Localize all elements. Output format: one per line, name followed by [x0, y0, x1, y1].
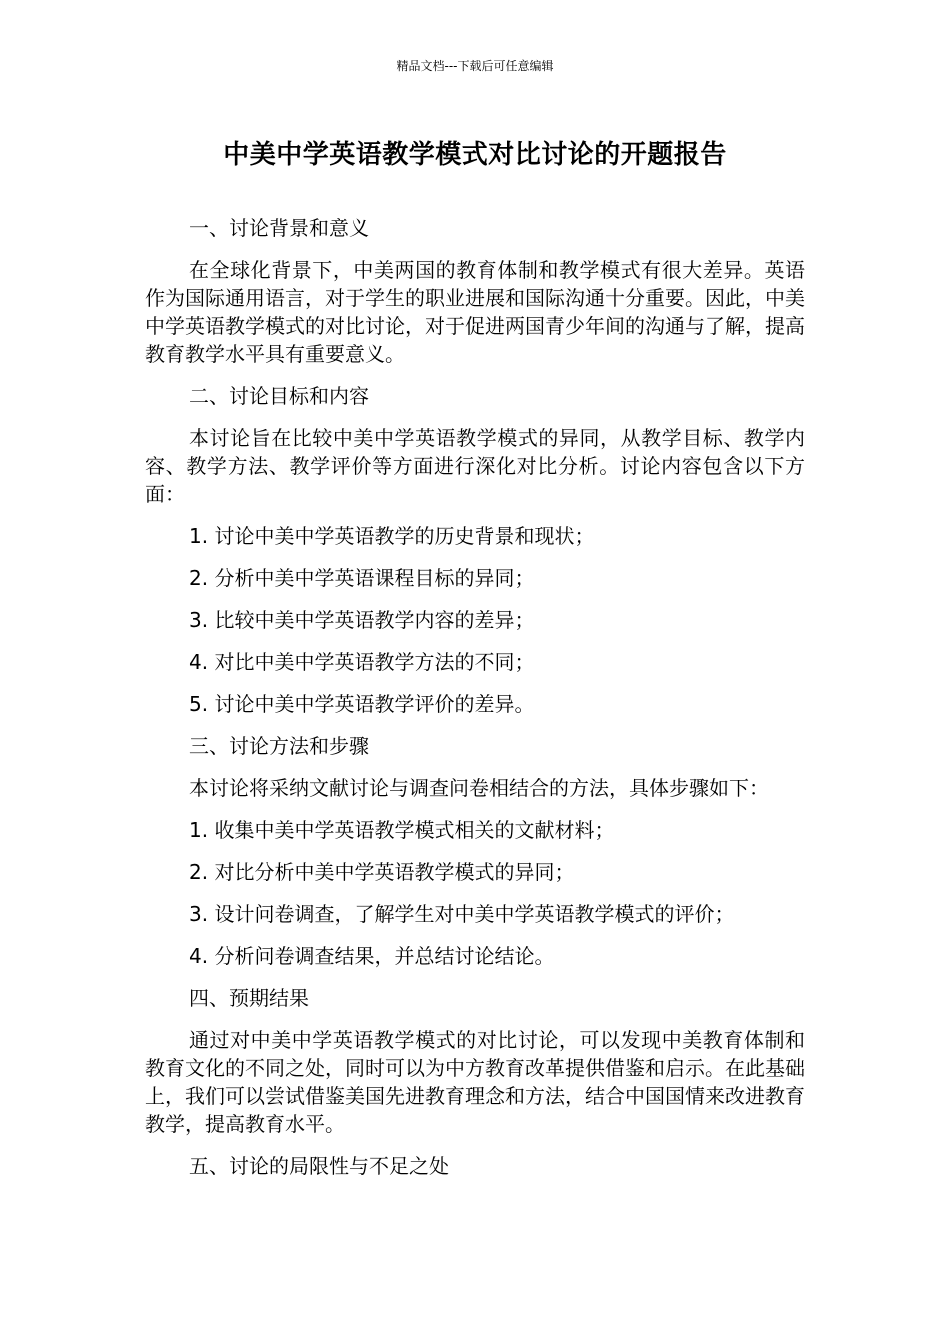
- section-heading-methods: 三、讨论方法和步骤: [189, 734, 369, 758]
- section-heading-results: 四、预期结果: [189, 986, 309, 1010]
- list-item: 5. 讨论中美中学英语教学评价的差异。: [189, 692, 535, 716]
- paragraph-methods: 本讨论将采纳文献讨论与调查问卷相结合的方法，具体步骤如下：: [189, 776, 769, 800]
- document-body: [145, 214, 805, 1194]
- list-item: 3. 设计问卷调查，了解学生对中美中学英语教学模式的评价；: [189, 902, 735, 926]
- section-heading-goals: 二、讨论目标和内容: [189, 384, 369, 408]
- section-heading-background: 一、讨论背景和意义: [189, 216, 369, 240]
- list-item: 3. 比较中美中学英语教学内容的差异；: [189, 608, 535, 632]
- list-item: 4. 对比中美中学英语教学方法的不同；: [189, 650, 535, 674]
- paragraph-background: 在全球化背景下，中美两国的教育体制和教学模式有很大差异。英语作为国际通用语言，对于学生的职业进展和国际沟通十分重要。因此，中美中学英语教学模式的对比讨论，对于促进两国青少年间的沟通与了解，提高教育教学水平具有重要意义。: [145, 258, 805, 366]
- list-item: 1. 讨论中美中学英语教学的历史背景和现状；: [189, 524, 595, 548]
- list-item: 1. 收集中美中学英语教学模式相关的文献材料；: [189, 818, 615, 842]
- list-item: 2. 分析中美中学英语课程目标的异同；: [189, 566, 535, 590]
- list-item: 2. 对比分析中美中学英语教学模式的异同；: [189, 860, 575, 884]
- list-item: 4. 分析问卷调查结果，并总结讨论结论。: [189, 944, 555, 968]
- paragraph-results: 通过对中美中学英语教学模式的对比讨论，可以发现中美教育体制和教育文化的不同之处，同时可以为中方教育改革提供借鉴和启示。在此基础上，我们可以尝试借鉴美国先进教育理念和方法，结合中国国情来改进教育教学，提高教育水平。: [145, 1028, 805, 1136]
- document-title: 中美中学英语教学模式对比讨论的开题报告: [223, 140, 727, 170]
- paragraph-goals: 本讨论旨在比较中美中学英语教学模式的异同，从教学目标、教学内容、教学方法、教学评价等方面进行深化对比分析。讨论内容包含以下方面：: [145, 426, 805, 506]
- header-note: 精品文档---下载后可任意编辑: [396, 59, 554, 73]
- section-heading-limitations: 五、讨论的局限性与不足之处: [189, 1154, 449, 1178]
